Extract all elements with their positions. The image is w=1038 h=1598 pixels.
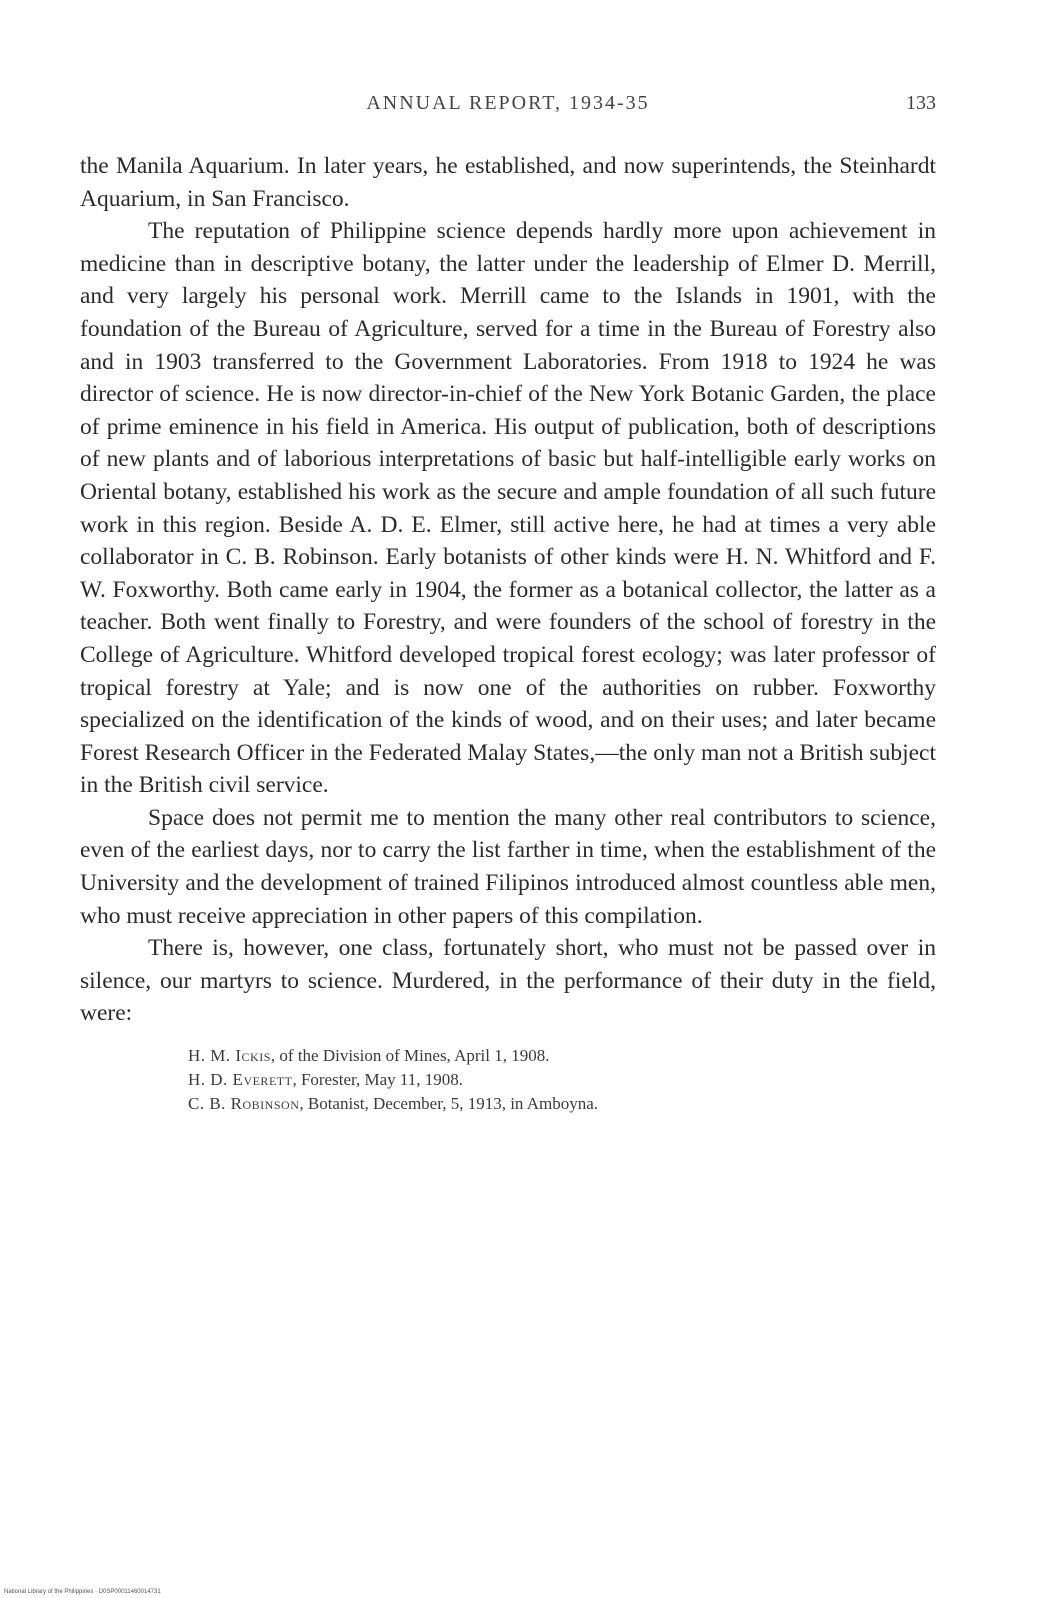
martyr-entry [188, 1092, 936, 1116]
paragraph-botany: The reputation of Philippine science depends hardly more upon achievement in medicine than in descriptive botany, the latter under the leadership of Elmer D. Merrill, and very largely his personal work. Merrill came to the Islands in 1901, with the foundation of the Bureau of Agriculture, served for a time in the Bureau of Forestry also and in 1903 transferred to the Government Laboratories. From 1918 to 1924 he was director of science. He is now director-in-chief of the New York Botanic Garden, the place of prime eminence in his field in America. His output of publication, both of descriptions of new plants and of laborious interpretations of basic but half-intelligible early works on Oriental botany, established his work as the secure and ample foundation of all such future work in this region. Beside A. D. E. Elmer, still active here, he had at times a very able collaborator in C. B. Robinson. Early botanists of other kinds were H. N. Whitford and F. W. Foxworthy. Both came early in 1904, the former as a botanical collector, the latter as a teacher. Both went finally to Forestry, and were founders of the school of forestry in the College of Agriculture. Whitford developed tropical forest ecology; was later professor of tropical forestry at Yale; and is now one of the authorities on rubber. Foxworthy specialized on the identification of the kinds of wood, and on their uses; and later became Forest Research Officer in the Federated Malay States,—the only man not a British subject in the British civil service. [80, 218, 936, 799]
page-number: 133 [906, 92, 936, 114]
martyr-detail: , of the Division of Mines, April 1, 1908. [270, 1046, 550, 1066]
paragraph-aquarium: the Manila Aquarium. In later years, he established, and now superintends, the Steinhardt Aquarium, in San Francisco. [80, 153, 936, 212]
martyr-detail: , Botanist, December, 5, 1913, in Amboyna. [299, 1094, 599, 1114]
martyr-entry [188, 1044, 936, 1068]
body-text [80, 150, 936, 1116]
martyr-detail: , Forester, May 11, 1908. [292, 1070, 463, 1090]
scan-footer: National Library of the Philippines · D0SP00011460014731 [4, 1589, 161, 1595]
martyr-name: H. M. Ickis [188, 1046, 271, 1066]
page-header [80, 92, 936, 122]
running-title: ANNUAL REPORT, 1934-35 [366, 92, 650, 114]
paragraph-martyrs-intro: There is, however, one class, fortunately short, who must not be passed over in silence, our martyrs to science. Murdered, in the performance of their duty in the field, were: [80, 935, 936, 1027]
martyr-name: H. D. Everett [188, 1070, 293, 1090]
martyr-entry [188, 1068, 936, 1092]
martyrs-list [188, 1044, 936, 1116]
paragraph-contributors: Space does not permit me to mention the many other real contributors to science, even of the earliest days, nor to carry the list farther in time, when the establishment of the University and the development of trained Filipinos introduced almost countless able men, who must receive appreciation in other papers of this compilation. [80, 804, 936, 929]
martyr-name: C. B. Robinson [188, 1094, 300, 1114]
